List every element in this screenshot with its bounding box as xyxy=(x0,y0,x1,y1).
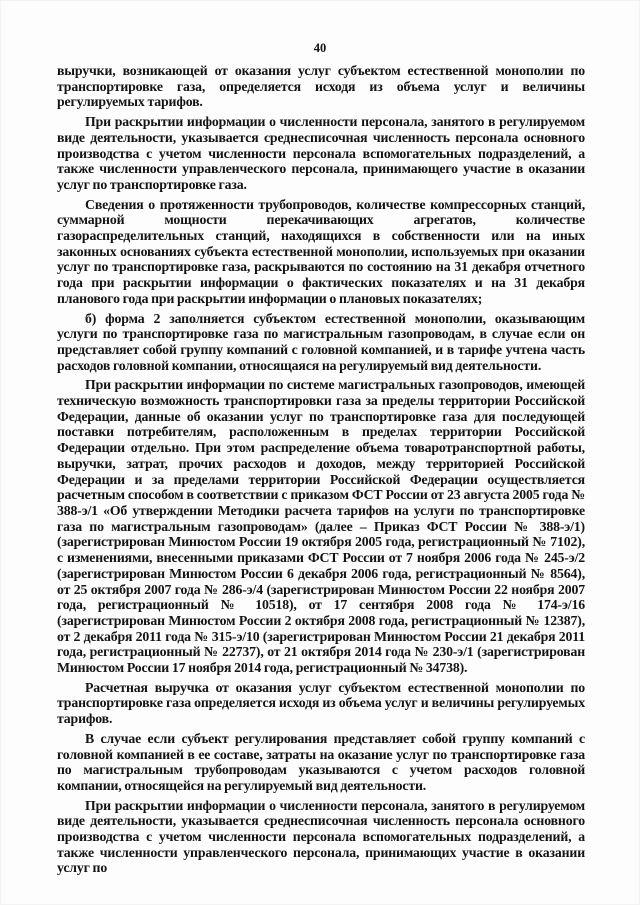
paragraph-revenue-continued: выручки, возникающей от оказания услуг субъектом естественной монополии по транспортировке газа, определяется исходя из объема услуг и величины регулируемых тарифов. xyxy=(57,63,585,110)
paragraph-calculated-revenue: Расчетная выручка от оказания услуг субъектом естественной монополии по транспортировке газа определяется исходя из объема услуг и величины регулируемых тарифов. xyxy=(57,679,585,727)
paragraph-personnel-info-2: При раскрытии информации о численности персонала, занятого в регулируемом виде деятельности, указывается среднесписочная численность персонала основного производства с учетом численности персонала вспомогательных подразделений, а также численности управленческого персонала, принимающих участие в оказании услуг по xyxy=(57,797,585,876)
paragraph-trunk-pipelines: При раскрытии информации по системе магистральных газопроводов, имеющей техническую возможность транспортировки газа за пределы территории Российской Федерации, данные об оказании услуг по транспортировке газа для последующей поставки потребителям, расположенным в пределах территории Российской Федерации отдельно. При этом распределение объема товаротранспортной работы, выручки, затрат, прочих расходов и доходов, между территорией Российской Федерации и за пределами территории Российской Федерации осуществляется расчетным способом в соответствии с приказом ФСТ России от 23 августа 2005 года № 388-э/1 «Об утверждении Методики расчета тарифов на услуги по транспортировке газа по магистральным газопроводам» (далее – Приказ ФСТ России № 388-э/1) (зарегистрирован Минюстом России 19 октября 2005 года, регистрационный № 7102), с изменениями, внесенными приказами ФСТ России от 7 ноября 2006 года № 245-э/2 (зарегистрирован Минюстом России 6 декабря 2006 года, регистрационный № 8564), от 25 октября 2007 года № 286-э/4 (зарегистрирован Минюстом России 22 ноября 2007 года, регистрационный № 10518), от 17 сентября 2008 года № 174-э/16 (зарегистрирован Минюстом России 2 октября 2008 года, регистрационный № 12387), от 2 декабря 2011 года № 315-э/10 (зарегистрирован Минюстом России 21 декабря 2011 года, регистрационный № 22737), от 21 октября 2014 года № 230-э/1 (зарегистрирован Минюстом России 17 ноября 2014 года, регистрационный № 34738). xyxy=(57,377,585,676)
paragraph-group-of-companies: В случае если субъект регулирования представляет собой группу компаний с головной компанией в ее составе, затраты на оказание услуг по транспортировке газа по магистральным трубопроводам указываются с учетом расходов головной компании, относящейся на регулируемый вид деятельности. xyxy=(57,730,585,793)
paragraph-personnel-info: При раскрытии информации о численности персонала, занятого в регулируемом виде деятельности, указывается среднесписочная численность персонала основного производства с учетом численности персонала вспомогательных подразделений, а также численности управленческого персонала, принимающего участие в оказании услуг по транспортировке газа. xyxy=(57,114,585,192)
document-body xyxy=(57,63,585,880)
paragraph-pipeline-info: Сведения о протяженности трубопроводов, количестве компрессорных станций, суммарной мощности перекачивающих агрегатов, количестве газораспределительных станций, находящихся в собственности или на иных законных основаниях субъекта естественной монополии, используемых при оказании услуг по транспортировке газа, раскрываются по состоянию на 31 декабря отчетного года при раскрытии информации о фактических показателях и на 31 декабря планового года при раскрытии информации о плановых показателях; xyxy=(57,196,585,306)
paragraph-form-2: б) форма 2 заполняется субъектом естественной монополии, оказывающим услуги по транспортировке газа по магистральным газопроводам, в случае если он представляет собой группу компаний с головной компанией, и в тарифе учтена часть расходов головной компании, относящаяся на регулируемый вид деятельности. xyxy=(57,310,585,373)
page-number: 40 xyxy=(313,41,327,55)
